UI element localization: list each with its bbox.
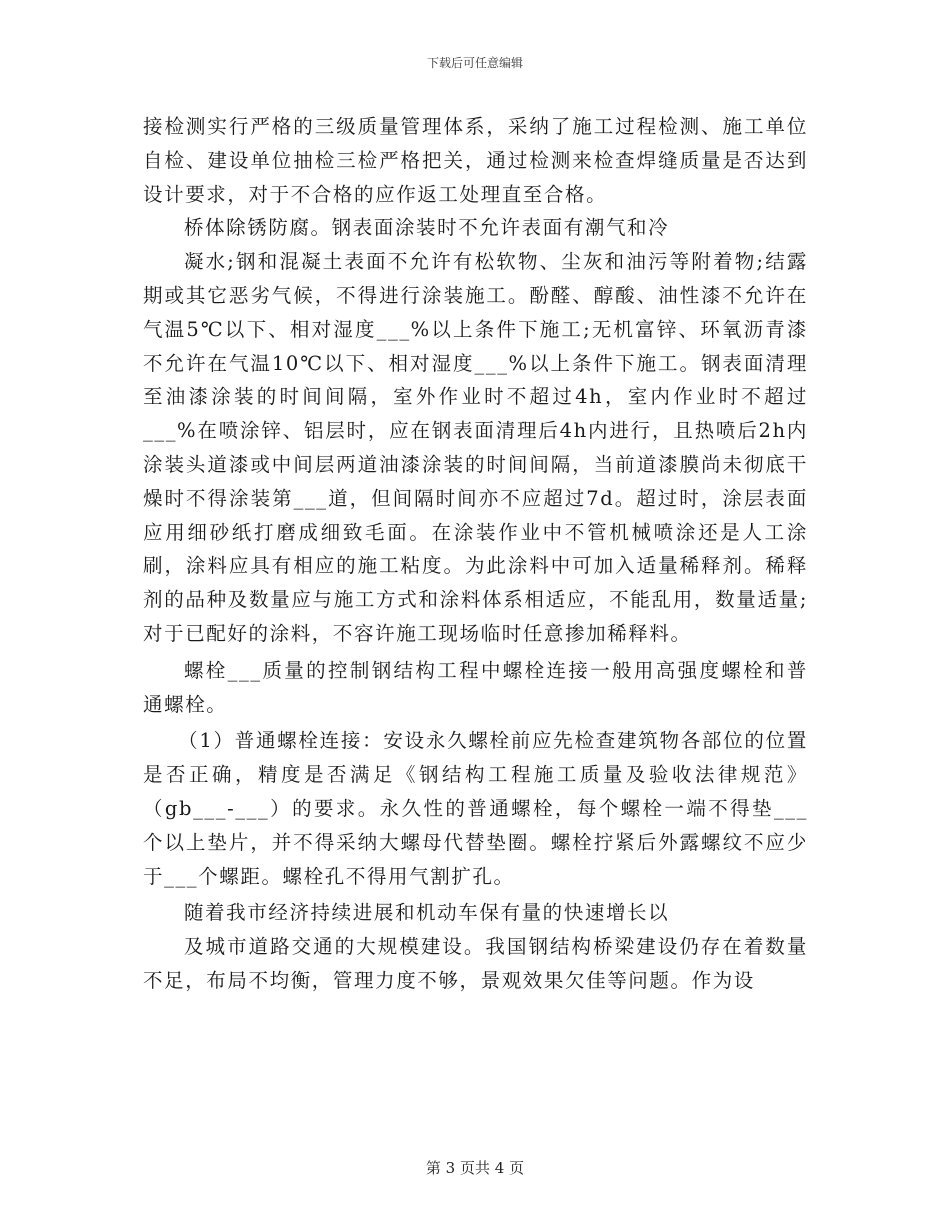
document-body — [143, 110, 808, 998]
paragraph-ordinary-bolt: （1）普通螺栓连接：安设永久螺栓前应先检查建筑物各部位的位置是否正确，精度是否满足《钢结构工程施工质量及验收法律规范》（gb___-___）的要求。永久性的普通螺栓，每个螺栓一端不得垫___个以上垫片，并不得采纳大螺母代替垫圈。螺栓拧紧后外露螺纹不应少于___个螺距。螺栓孔不得用气割扩孔。 — [143, 729, 808, 888]
page-number: 第 3 页共 4 页 — [425, 1159, 525, 1177]
paragraph-bolt-quality: 螺栓___质量的控制钢结构工程中螺栓连接一般用高强度螺栓和普通螺栓。 — [143, 658, 808, 716]
paragraph-anticorrosion-heading: 桥体除锈防腐。钢表面涂装时不允许表面有潮气和冷 — [183, 216, 670, 240]
paragraph-coating-rules: 凝水;钢和混凝土表面不允许有松软物、尘灰和油污等附着物;结露期或其它恶劣气候，不得进行涂装施工。酚醛、醇酸、油性漆不允许在气温5℃以下、相对湿度___%以上条件下施工;无机富锌、环氧沥青漆不允许在气温10℃以下、相对湿度___%以上条件下施工。钢表面清理至油漆涂装的时间间隔，室外作业时不超过4h，室内作业时不超过___%在喷涂锌、铝层时，应在钢表面清理后4h内进行，且热喷后2h内涂装头道漆或中间层两道油漆涂装的时间间隔，当前道漆膜尚未彻底干燥时不得涂装第___道，但间隔时间亦不应超过7d。超过时，涂层表面应用细砂纸打磨成细致毛面。在涂装作业中不管机械喷涂还是人工涂刷，涂料应具有相应的施工粘度。为此涂料中可加入适量稀释剂。稀释剂的品种及数量应与施工方式和涂料体系相适应，不能乱用，数量适量;对于已配好的涂料，不容许施工现场临时任意掺加稀释料。 — [143, 250, 808, 645]
paragraph-welding-inspection: 接检测实行严格的三级质量管理体系，采纳了施工过程检测、施工单位自检、建设单位抽检三检严格把关，通过检测来检查焊缝质量是否达到设计要求，对于不合格的应作返工处理直至合格。 — [143, 115, 808, 206]
page-header: 下载后可任意编辑 — [426, 56, 523, 70]
paragraph-bridge-construction: 及城市道路交通的大规模建设。我国钢结构桥梁建设仍存在着数量不足，布局不均衡，管理力度不够，景观效果欠佳等问题。作为设 — [143, 935, 808, 992]
paragraph-city-growth-heading: 随着我市经济持续进展和机动车保有量的快速增长以 — [183, 901, 670, 925]
